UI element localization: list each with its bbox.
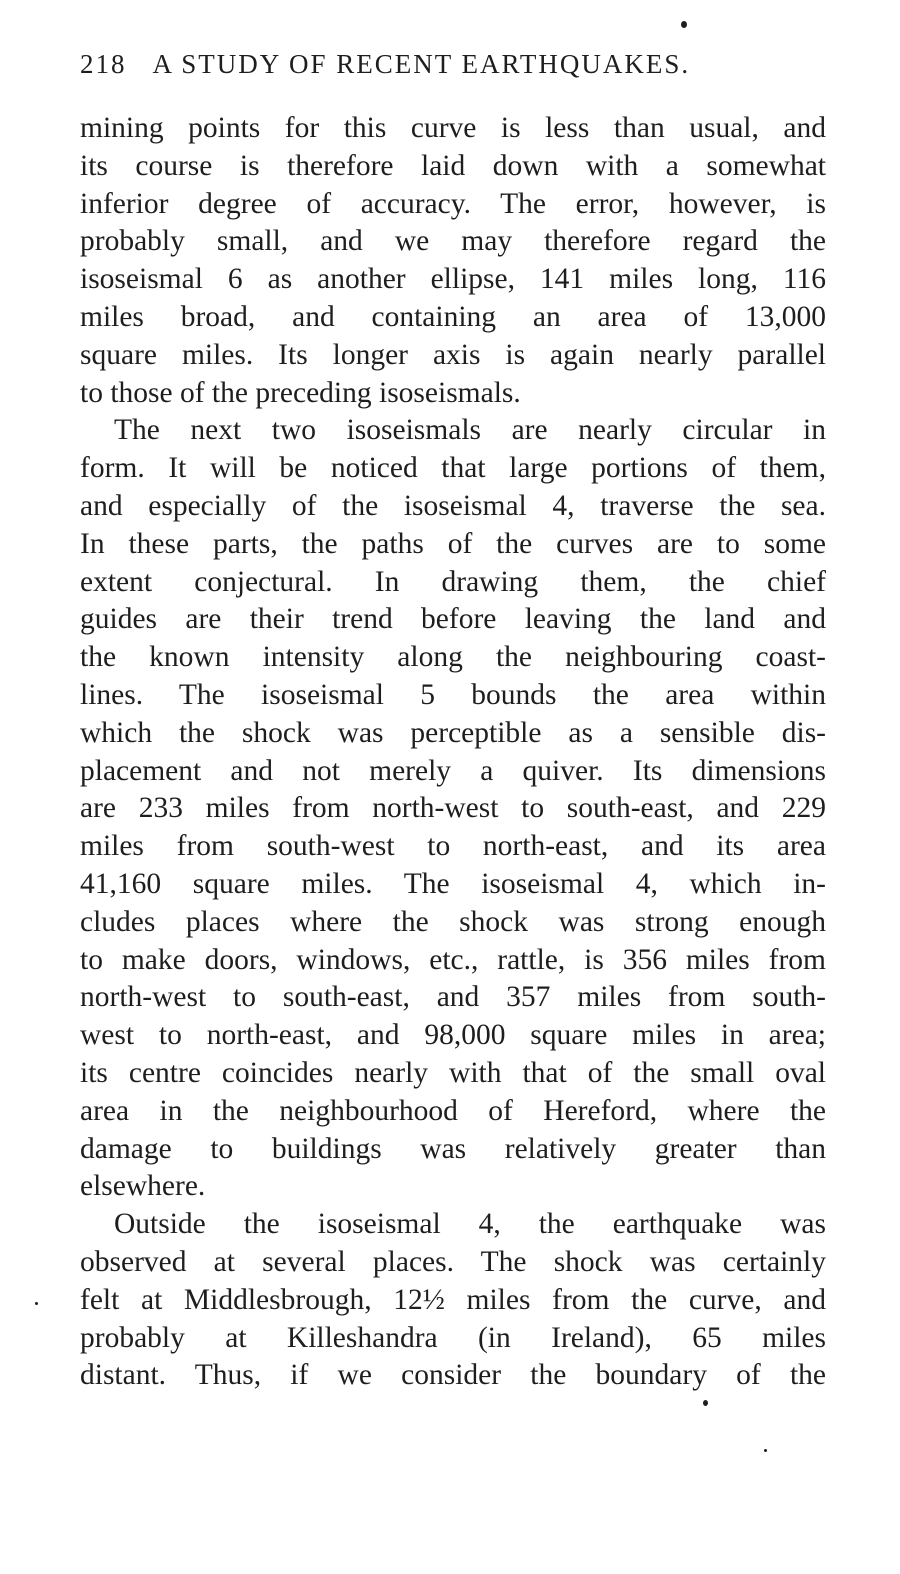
text-line: damage to buildings was relatively greater than xyxy=(80,1132,826,1165)
text-line: distant. Thus, if we consider the boundary of the xyxy=(80,1359,826,1392)
text-line: observed at several places. The shock was certainly xyxy=(80,1245,826,1278)
text-line: probably small, and we may therefore regard the xyxy=(80,225,826,258)
text-line: its centre coincides nearly with that of the small oval xyxy=(80,1056,826,1089)
text-line: guides are their trend before leaving the land and xyxy=(80,603,826,636)
print-speck xyxy=(681,21,687,28)
text-line: 41,160 square miles. The isoseismal 4, which in- xyxy=(80,867,826,900)
text-line: extent conjectural. In drawing them, the chief xyxy=(80,565,826,598)
text-line: mining points for this curve is less than usual, and xyxy=(80,112,826,144)
body-text xyxy=(80,110,826,1395)
page-number: 218 xyxy=(80,49,127,79)
text-line: miles from south-west to north-east, and its area xyxy=(80,830,826,863)
text-line: which the shock was perceptible as a sensible dis- xyxy=(80,716,826,749)
text-line: and especially of the isoseismal 4, traverse the sea. xyxy=(80,489,826,522)
text-line: isoseismal 6 as another ellipse, 141 miles long, 116 xyxy=(80,263,826,296)
text-line: felt at Middlesbrough, 12½ miles from the curve, and xyxy=(80,1283,826,1316)
text-line: In these parts, the paths of the curves are to some xyxy=(80,527,826,560)
print-speck xyxy=(35,1302,38,1305)
text-line: are 233 miles from north-west to south-east, and 229 xyxy=(80,792,826,825)
text-line: north-west to south-east, and 357 miles from south- xyxy=(80,981,826,1014)
text-line: probably at Killeshandra (in Ireland), 65 miles xyxy=(80,1321,826,1354)
text-line: to those of the preceding isoseismals. xyxy=(80,376,521,409)
text-line: inferior degree of accuracy. The error, however, is xyxy=(80,187,826,220)
text-line: the known intensity along the neighbouring coast- xyxy=(80,641,826,674)
print-speck xyxy=(703,1400,708,1406)
print-speck xyxy=(764,1449,767,1452)
text-line: square miles. Its longer axis is again nearly parallel xyxy=(80,338,826,371)
text-line: lines. The isoseismal 5 bounds the area within xyxy=(80,678,826,711)
text-line: cludes places where the shock was strong enough xyxy=(80,905,826,938)
text-line: miles broad, and containing an area of 13,000 xyxy=(80,300,826,333)
text-line: Outside the isoseismal 4, the earthquake was xyxy=(114,1208,826,1241)
running-title: A STUDY OF RECENT EARTHQUAKES. xyxy=(152,49,691,79)
text-line: placement and not merely a quiver. Its dimensions xyxy=(80,754,826,787)
text-line: its course is therefore laid down with a somewhat xyxy=(80,149,826,182)
text-line: west to north-east, and 98,000 square miles in area; xyxy=(80,1019,826,1052)
text-line: The next two isoseismals are nearly circular in xyxy=(114,414,826,447)
running-head xyxy=(80,46,780,82)
text-line: to make doors, windows, etc., rattle, is 356 miles from xyxy=(80,943,826,976)
text-line: elsewhere. xyxy=(80,1170,206,1203)
text-line: form. It will be noticed that large portions of them, xyxy=(80,452,826,485)
text-line: area in the neighbourhood of Hereford, where the xyxy=(80,1094,826,1127)
